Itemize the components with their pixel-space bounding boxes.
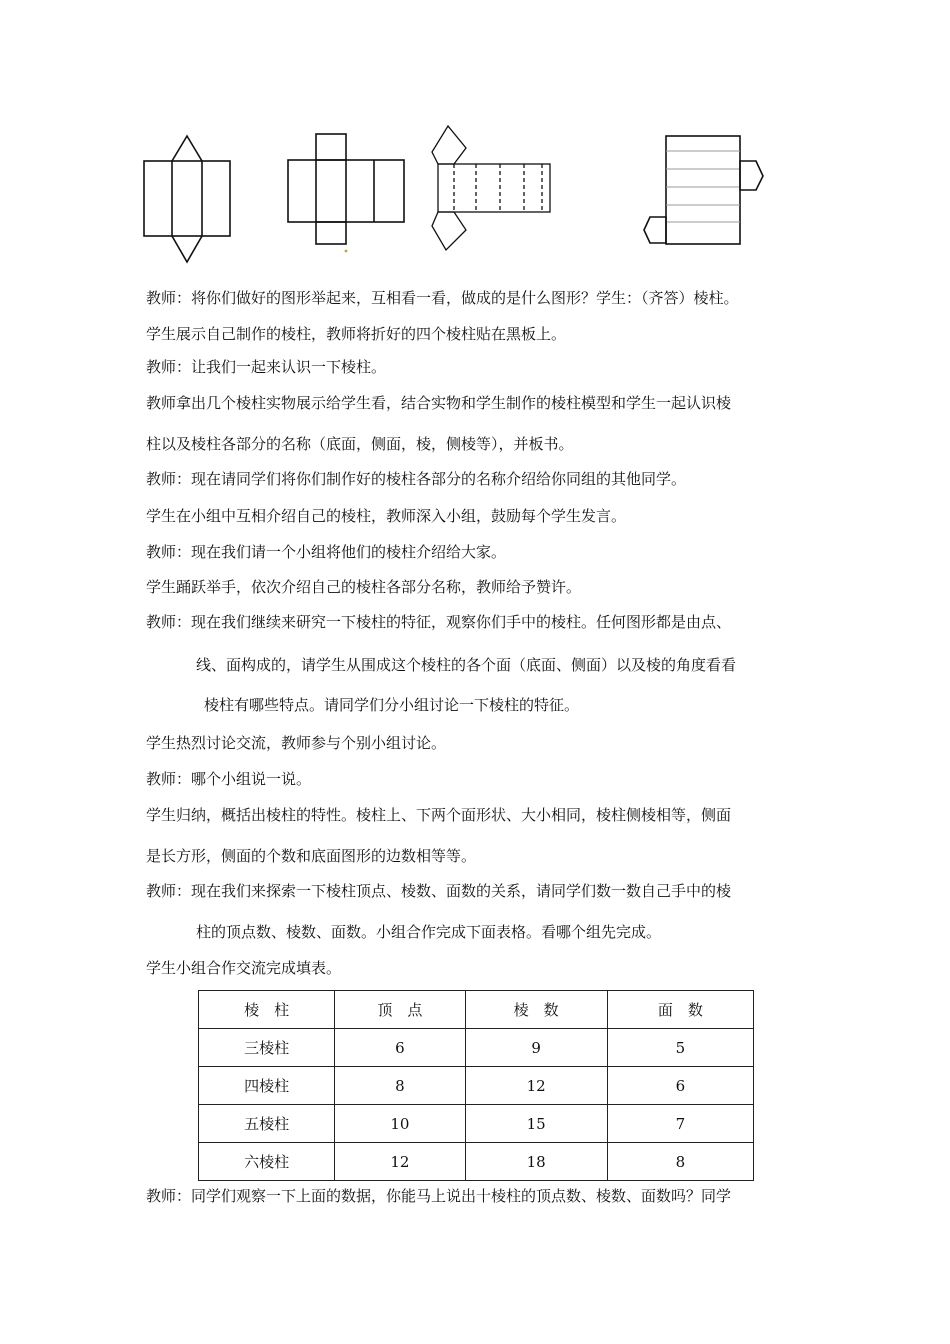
- table-cell: 12: [335, 1143, 465, 1181]
- table-cell: 6: [335, 1029, 465, 1067]
- table-cell: 六棱柱: [199, 1143, 335, 1181]
- paragraph-5: 柱以及棱柱各部分的名称（底面，侧面，棱，侧棱等），并板书。: [146, 435, 574, 453]
- paragraph-15: 学生归纳，概括出棱柱的特性。棱柱上、下两个面形状、大小相同，棱柱侧棱相等，侧面: [146, 806, 732, 824]
- prism-nets-figure: [0, 0, 950, 270]
- paragraph-1: 教师：将你们做好的图形举起来，互相看一看，做成的是什么图形？学生：（齐答）棱柱。: [146, 289, 739, 307]
- table-cell: 12: [465, 1067, 607, 1105]
- table-cell: 四棱柱: [199, 1067, 335, 1105]
- table-cell: 10: [335, 1105, 465, 1143]
- header-prism: 棱 柱: [199, 991, 335, 1029]
- table-cell: 9: [465, 1029, 607, 1067]
- pentagonal-prism-net: [432, 126, 550, 250]
- paragraph-9: 学生踊跃举手，依次介绍自己的棱柱各部分名称，教师给予赞许。: [146, 578, 582, 596]
- triangular-prism-net: [144, 136, 230, 262]
- paragraph-6: 教师：现在请同学们将你们制作好的棱柱各部分的名称介绍给你同组的其他同学。: [146, 470, 687, 488]
- paragraph-7: 学生在小组中互相介绍自己的棱柱，教师深入小组，鼓励每个学生发言。: [146, 507, 627, 525]
- paragraph-3: 教师：让我们一起来认识一下棱柱。: [146, 358, 387, 376]
- header-edges: 棱 数: [465, 991, 607, 1029]
- table-cell: 6: [607, 1067, 753, 1105]
- header-faces: 面 数: [607, 991, 753, 1029]
- paragraph-19: 学生小组合作交流完成填表。: [146, 959, 342, 977]
- paragraph-20: 教师：同学们观察一下上面的数据，你能马上说出十棱柱的顶点数、棱数、面数吗？同学: [146, 1187, 732, 1205]
- table-row: [199, 1029, 754, 1067]
- table-cell: 5: [607, 1029, 753, 1067]
- paragraph-17: 教师：现在我们来探索一下棱柱顶点、棱数、面数的关系，请同学们数一数自己手中的棱: [146, 882, 732, 900]
- paragraph-18: 柱的顶点数、棱数、面数。小组合作完成下面表格。看哪个组先完成。: [196, 923, 662, 941]
- paragraph-16: 是长方形，侧面的个数和底面图形的边数相等等。: [146, 847, 477, 865]
- table-row: [199, 1067, 754, 1105]
- paragraph-4: 教师拿出几个棱柱实物展示给学生看，结合实物和学生制作的棱柱模型和学生一起认识棱: [146, 394, 732, 412]
- table-cell: 8: [335, 1067, 465, 1105]
- paragraph-8: 教师：现在我们请一个小组将他们的棱柱介绍给大家。: [146, 543, 507, 561]
- paragraph-2: 学生展示自己制作的棱柱，教师将折好的四个棱柱贴在黑板上。: [146, 325, 567, 343]
- table-cell: 15: [465, 1105, 607, 1143]
- table-cell: 五棱柱: [199, 1105, 335, 1143]
- cuboid-net: [288, 134, 404, 252]
- table-header-row: [199, 991, 754, 1029]
- paragraph-12: 棱柱有哪些特点。请同学们分小组讨论一下棱柱的特征。: [204, 696, 580, 714]
- prism-table: [198, 990, 754, 1181]
- table-row: [199, 1143, 754, 1181]
- paragraph-14: 教师：哪个小组说一说。: [146, 770, 312, 788]
- paragraph-11: 线、面构成的，请学生从围成这个棱柱的各个面（底面、侧面）以及棱的角度看看: [196, 656, 737, 674]
- paragraph-10: 教师：现在我们继续来研究一下棱柱的特征，观察你们手中的棱柱。任何图形都是由点、: [146, 613, 732, 631]
- table-cell: 三棱柱: [199, 1029, 335, 1067]
- hexagonal-prism-net: [644, 136, 763, 244]
- table-row: [199, 1105, 754, 1143]
- table-cell: 18: [465, 1143, 607, 1181]
- table-cell: 8: [607, 1143, 753, 1181]
- header-vertices: 顶 点: [335, 991, 465, 1029]
- paragraph-13: 学生热烈讨论交流，教师参与个别小组讨论。: [146, 734, 447, 752]
- table-cell: 7: [607, 1105, 753, 1143]
